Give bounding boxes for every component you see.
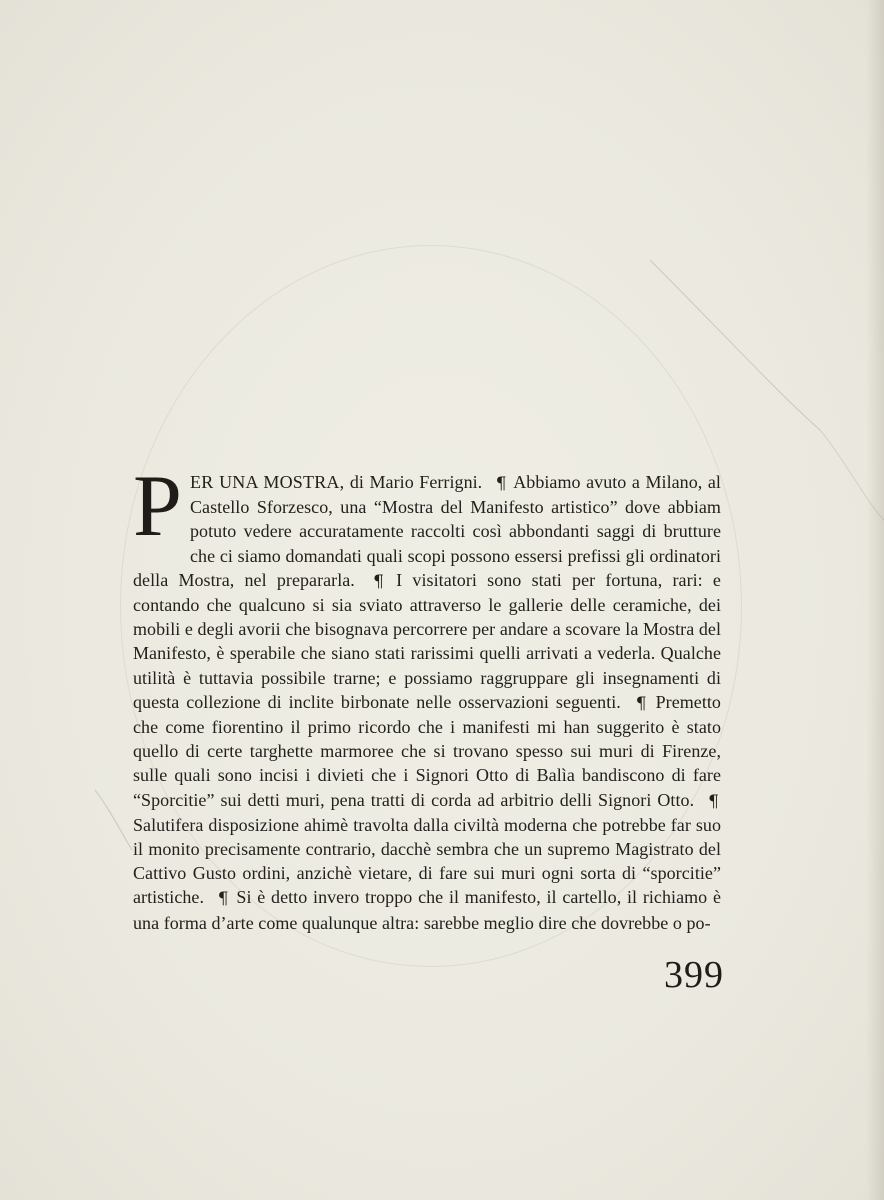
paragraph-mark-icon: ¶	[635, 693, 647, 714]
page-edge-shadow	[866, 0, 884, 1200]
paragraph-2: I visitatori sono stati per fortuna, rari: e contando che qualcuno si sia sviato attraverso le gallerie delle ceramiche, dei mobili e degli avorii che bisognava percorrere per andare a scovare la Mostra del Manifesto, è sperabile che siano stati rarissimi quelli arrivati a vederla. Qualche utilità è tuttavia possibile trarne; e possiamo raggruppare gli insegnamenti di questa collezione di inclite birbonate nelle osservazioni seguenti.	[133, 569, 721, 712]
page-number: 399	[664, 954, 724, 996]
paragraph-4: Salutifera disposizione ahimè travolta dalla civiltà moderna che potrebbe far suo il monito precisamente contrario, dacchè sembra che un supremo Magistrato del Cattivo Gusto ordini, anzichè vietare, di fare sui muri ogni sorta di “sporcitie” artistiche.	[133, 814, 721, 908]
paragraph-1: Abbiamo avuto a Milano, al Castello Sforzesco, una “Mostra del Manifesto artistico” dove abbiam potuto vedere accuratamente raccolti così abbondanti saggi di brutture che ci siamo domandati quali scopi possono essersi prefissi gli ordinatori della Mostra, nel prepararla.	[133, 472, 721, 590]
paragraph-3: Premetto che come fiorentino il primo ricordo che i manifesti mi han suggerito è stato quello di certe targhette marmoree che si trovano spesso sui muri di Firenze, sulle quali sono incisi i divieti che i Signori Otto di Balìa bandiscono di fare “Sporcitie” sui detti muri, pena tratti di corda ad arbitrio delli Signori Otto.	[133, 691, 721, 810]
paragraph-mark-icon: ¶	[217, 889, 229, 910]
article-byline: di Mario Ferrigni.	[349, 472, 483, 492]
paragraph-mark-icon: ¶	[495, 474, 507, 494]
paragraph-5: Si è detto invero troppo che il manifesto, il cartello, il richiamo è una forma d’arte come qualunque altra: sarebbe meglio dire che dovrebbe o po-	[133, 887, 721, 933]
article-title: ER UNA MOSTRA,	[190, 472, 345, 492]
paragraph-mark-icon: ¶	[373, 571, 384, 592]
article-text	[133, 458, 721, 935]
paragraph-mark-icon: ¶	[708, 791, 719, 812]
drop-cap: P	[133, 458, 182, 555]
